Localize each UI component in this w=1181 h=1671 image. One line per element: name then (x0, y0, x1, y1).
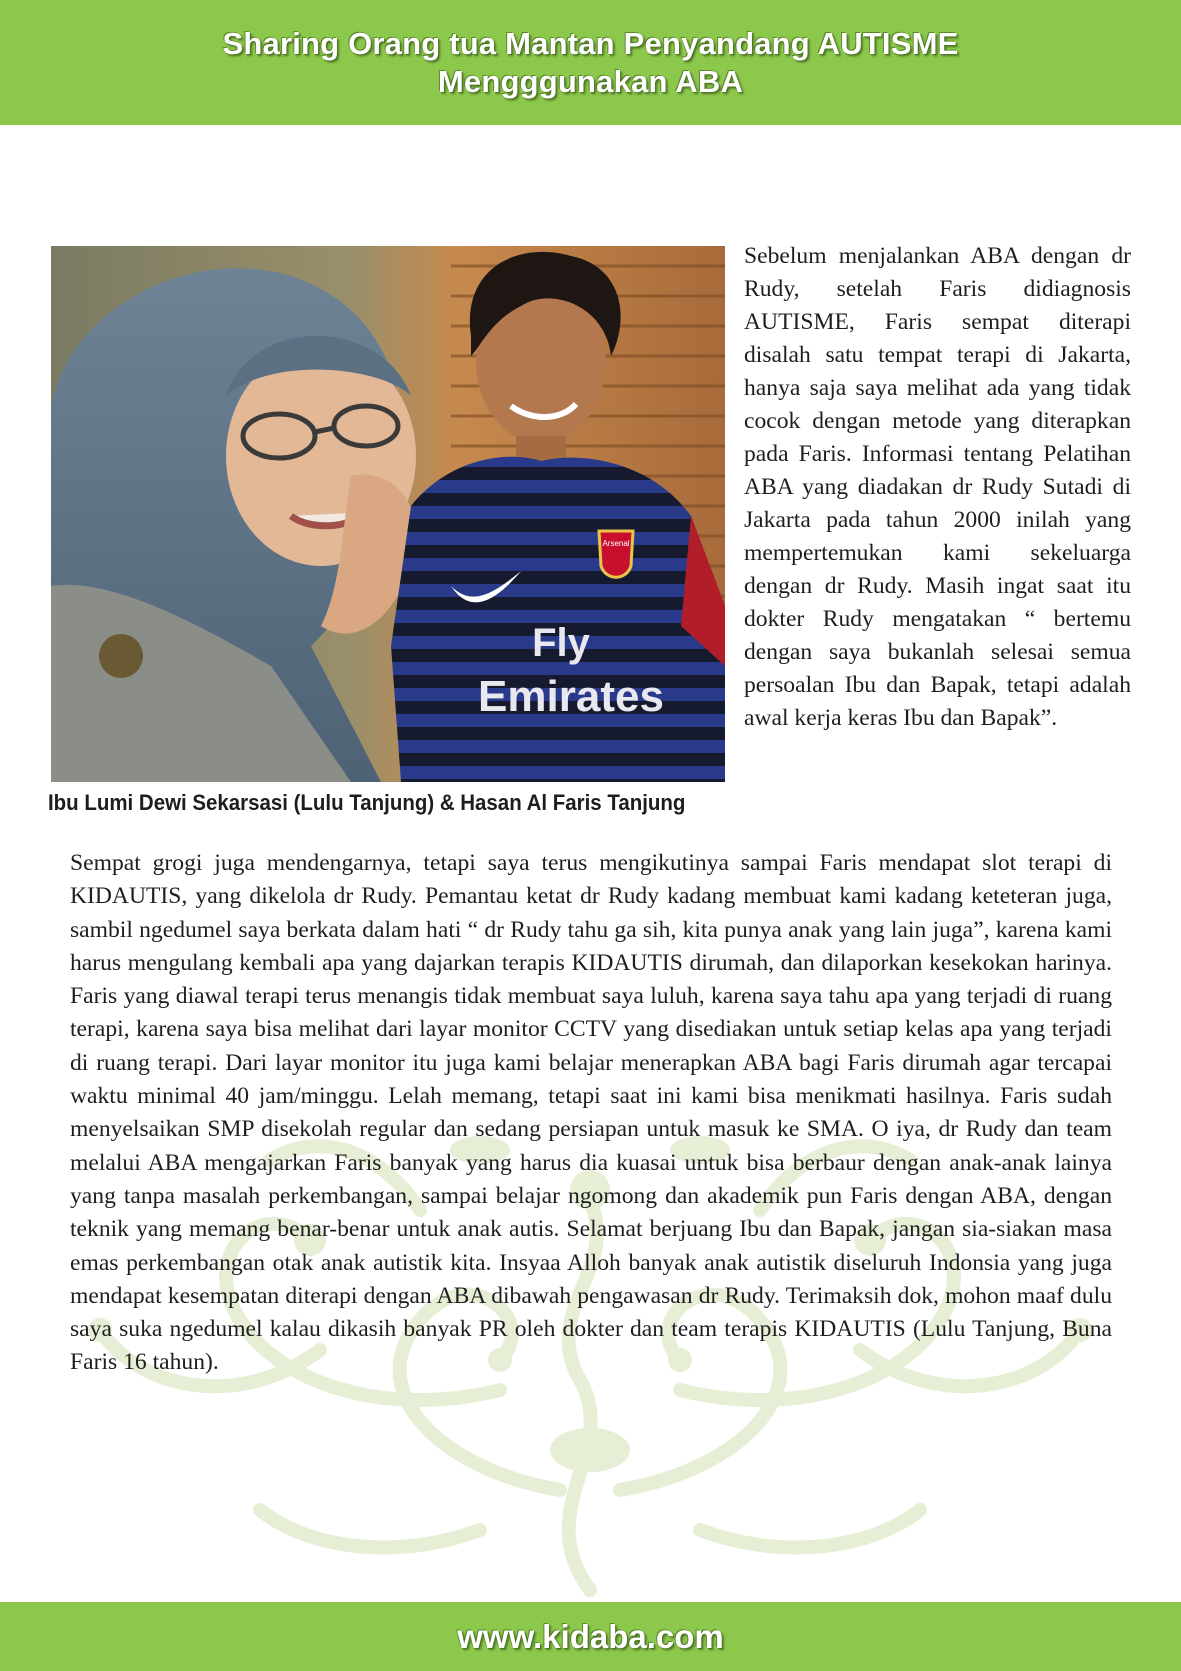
page-title-line1: Sharing Orang tua Mantan Penyandang AUTISME (222, 25, 959, 61)
intro-paragraph: Sebelum menjalankan ABA dengan dr Rudy, setelah Faris didiagnosis AUTISME, Faris sempat diterapi disalah satu tempat terapi di Jakarta, hanya saja saya melihat ada yang tidak cocok dengan metode yang diterapkan pada Faris. Informasi tentang Pelatihan ABA yang diadakan dr Rudy Sutadi di Jakarta pada tahun 2000 inilah yang mempertemukan kami sekeluarga dengan dr Rudy. Masih ingat saat itu dokter Rudy mengatakan “ bertemu dengan saya bukanlah selesai semua persoalan Ibu dan Bapak, tetapi adalah awal kerja keras Ibu dan Bapak”. (744, 243, 1131, 731)
website-link[interactable]: www.kidaba.com (457, 1617, 724, 1655)
shirt-text-fly: Fly (532, 621, 590, 665)
footer-banner (0, 1602, 1181, 1671)
header-banner (0, 0, 1181, 125)
main-paragraph: Sempat grogi juga mendengarnya, tetapi saya terus mengikutinya sampai Faris mendapat slot terapi di KIDAUTIS, yang dikelola dr Rudy. Pemantau ketat dr Rudy kadang membuat kami kadang keteteran juga, sambil ngedumel saya berkata dalam hati “ dr Rudy tahu ga sih, kita punya anak yang lain juga”, karena kami harus mengulang kembali apa yang dajarkan terapis KIDAUTIS dirumah, dan dilaporkan kesekokan harinya. Faris yang diawal terapi terus menangis tidak membuat saya luluh, karena saya tahu apa yang terjadi di ruang terapi, karena saya bisa melihat dari layar monitor CCTV yang disediakan untuk setiap kelas apa yang terjadi di ruang terapi. Dari layar monitor itu juga kami belajar menerapkan ABA bagi Faris dirumah agar tercapai waktu minimal 40 jam/minggu. Lelah memang, tetapi saat ini kami bisa menikmati hasilnya. Faris sudah menyelsaikan SMP disekolah regular dan sedang persiapan untuk masuk ke SMA. O iya, dr Rudy dan team melalui ABA mengajarkan Faris banyak yang harus dia kuasai untuk bisa berbaur dengan anak-anak lainya yang tanpa masalah perkembangan, sampai belajar ngomong dan akademik pun Faris dengan ABA, dengan teknik yang memang benar-benar untuk anak autis. Selamat berjuang Ibu dan Bapak, jangan sia-siakan masa emas perkembangan otak anak autistik kita. Insyaa Alloh banyak anak autistik diseluruh Indonsia yang juga mendapat kesempatan diterapi dengan ABA dibawah pengawasan dr Rudy. Terimaksih dok, mohon maaf dulu saya suka ngedumel kalau dikasih banyak PR oleh dokter dan team terapis KIDAUTIS (Lulu Tanjung, Buna Faris 16 tahun). (70, 850, 1112, 1376)
arsenal-badge-text: Arsenal (602, 539, 630, 548)
page-title-line2: Mengggunakan ABA (437, 63, 744, 99)
shirt-text-emirates: Emirates (478, 672, 664, 721)
family-photo (51, 246, 725, 782)
photo-caption: Ibu Lumi Dewi Sekarsasi (Lulu Tanjung) & Hasan Al Faris Tanjung (48, 790, 686, 815)
